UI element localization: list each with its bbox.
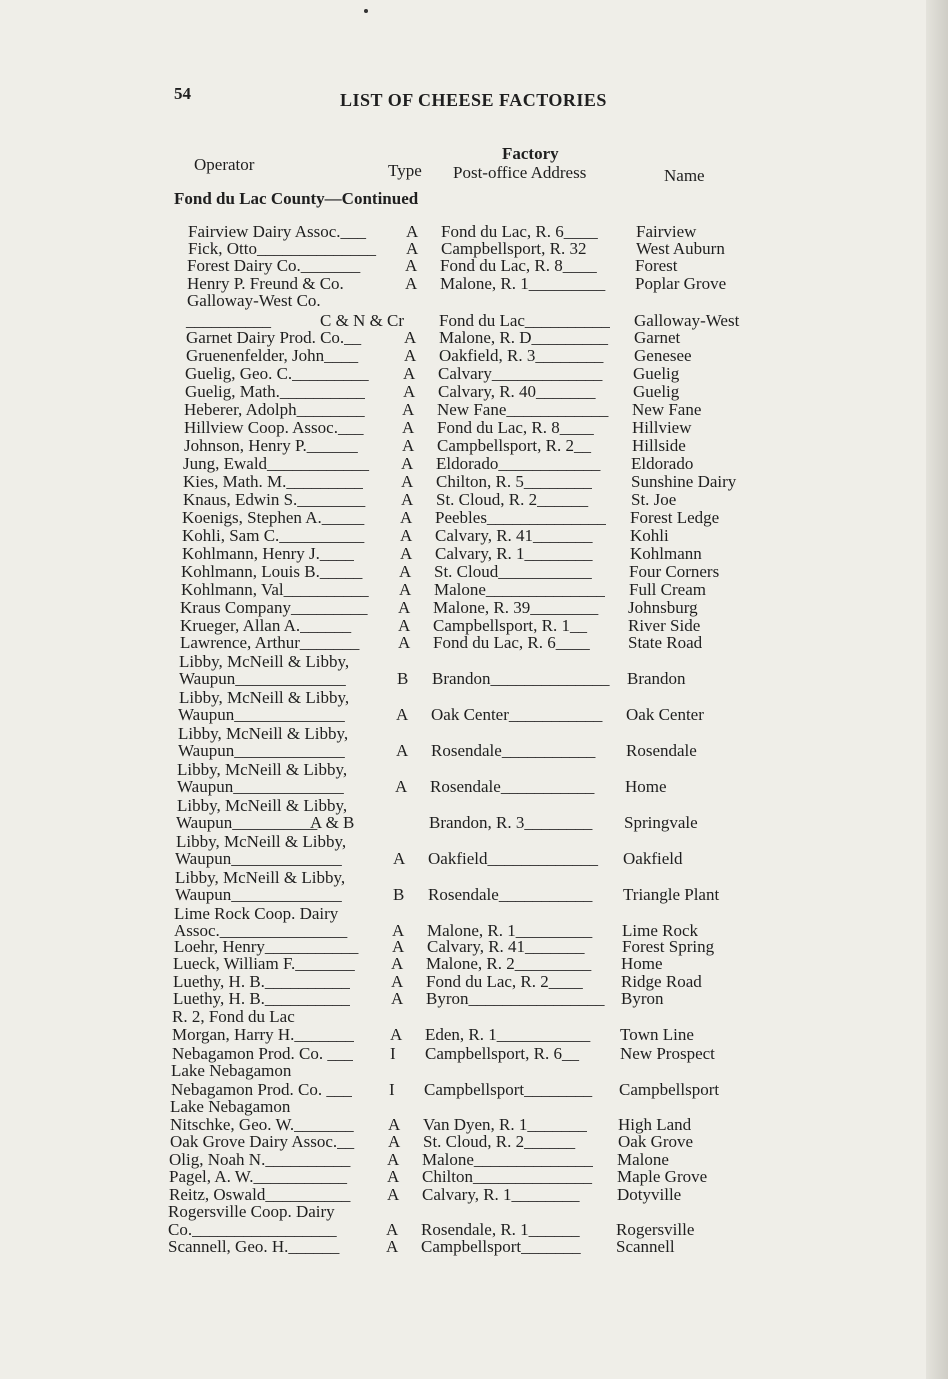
- operator-cell: Rogersville Coop. Dairy: [168, 1202, 335, 1221]
- factory-name-cell: Brandon: [627, 669, 686, 688]
- factory-name-cell: Galloway-West: [634, 311, 740, 330]
- address-cell: Malone______________: [422, 1150, 593, 1169]
- address-cell: Fond du Lac, R. 8____: [437, 418, 594, 437]
- address-cell: St. Cloud, R. 2______: [436, 490, 589, 509]
- type-cell: A: [398, 616, 411, 635]
- operator-cell: Forest Dairy Co._______: [187, 256, 361, 275]
- operator-cell: Krueger, Allan A.______: [180, 616, 352, 635]
- address-cell: Brandon______________: [432, 669, 610, 688]
- operator-cell: Libby, McNeill & Libby,: [177, 796, 348, 815]
- operator-cell: Libby, McNeill & Libby,: [179, 652, 350, 671]
- type-cell: A: [386, 1220, 399, 1239]
- factory-name-cell: Campbellsport: [619, 1080, 720, 1099]
- type-cell: A: [402, 400, 415, 419]
- operator-cell: Luethy, H. B.__________: [173, 989, 350, 1008]
- table-row: [0, 1132, 948, 1152]
- address-cell: Eldorado____________: [436, 454, 601, 473]
- address-cell: Malone______________: [434, 580, 605, 599]
- operator-cell: Lawrence, Arthur_______: [180, 633, 360, 652]
- table-row: [0, 580, 948, 600]
- table-row: [0, 490, 948, 510]
- operator-cell: Kohlmann, Louis B._____: [181, 562, 363, 581]
- operator-cell: Waupun_____________: [177, 777, 344, 796]
- type-cell: A: [401, 454, 414, 473]
- operator-cell: R. 2, Fond du Lac: [172, 1007, 295, 1026]
- section-heading: Fond du Lac County—Continued: [174, 189, 419, 208]
- factory-name-cell: Garnet: [634, 328, 681, 347]
- type-cell: A: [387, 1167, 400, 1186]
- operator-cell: Luethy, H. B.__________: [173, 972, 350, 991]
- factory-name-cell: Springvale: [624, 813, 698, 832]
- type-cell: A: [395, 777, 408, 796]
- factory-name-cell: Malone: [617, 1150, 669, 1169]
- operator-cell: Koenigs, Stephen A._____: [182, 508, 365, 527]
- operator-cell: Pagel, A. W.___________: [169, 1167, 348, 1186]
- address-cell: Eden, R. 1___________: [425, 1025, 591, 1044]
- factory-name-cell: Guelig: [633, 382, 680, 401]
- operator-cell: __________: [186, 311, 271, 330]
- table-row: [0, 454, 948, 474]
- type-cell: A: [406, 222, 419, 241]
- address-cell: Brandon, R. 3________: [429, 813, 593, 832]
- factory-name-cell: Four Corners: [629, 562, 720, 581]
- operator-cell: Heberer, Adolph________: [184, 400, 365, 419]
- table-row: [0, 885, 948, 905]
- table-row: [0, 400, 948, 420]
- table-row: [0, 669, 948, 689]
- operator-cell: Reitz, Oswald__________: [169, 1185, 351, 1204]
- type-cell: A: [392, 921, 405, 940]
- table-row: [0, 849, 948, 869]
- address-cell: Van Dyen, R. 1_______: [423, 1115, 587, 1134]
- address-cell: Fond du Lac, R. 6____: [441, 222, 598, 241]
- operator-cell: Kohlmann, Henry J.____: [182, 544, 354, 563]
- factory-name-cell: Lime Rock: [622, 921, 699, 940]
- operator-cell: Kraus Company_________: [180, 598, 368, 617]
- type-cell: B: [393, 885, 405, 904]
- address-cell: Chilton, R. 5________: [436, 472, 592, 491]
- address-cell: Calvary, R. 40_______: [438, 382, 596, 401]
- operator-cell: Lake Nebagamon: [170, 1097, 291, 1116]
- type-cell: A: [401, 490, 414, 509]
- factory-name-cell: Dotyville: [617, 1185, 682, 1204]
- table-row: [0, 954, 948, 974]
- type-cell: A: [403, 364, 416, 383]
- type-cell: A: [390, 1025, 403, 1044]
- operator-cell: Libby, McNeill & Libby,: [179, 688, 350, 707]
- address-cell: Oakfield_____________: [428, 849, 598, 868]
- factory-name-cell: Poplar Grove: [635, 274, 727, 293]
- factory-name-cell: Scannell: [616, 1237, 675, 1256]
- type-cell: A: [391, 972, 404, 991]
- factory-name-cell: Hillside: [632, 436, 686, 455]
- type-cell: A: [388, 1132, 401, 1151]
- operator-cell: Lime Rock Coop. Dairy: [174, 904, 339, 923]
- type-cell: A: [392, 937, 405, 956]
- table-row: [0, 508, 948, 528]
- type-cell: A: [400, 526, 413, 545]
- operator-cell: Libby, McNeill & Libby,: [176, 832, 347, 851]
- factory-name-cell: Oakfield: [623, 849, 683, 868]
- operator-cell: Lake Nebagamon: [171, 1061, 292, 1080]
- factory-name-cell: Johnsburg: [628, 598, 698, 617]
- table-row: [0, 989, 948, 1009]
- operator-cell: Waupun_____________: [178, 741, 345, 760]
- table-row: [0, 1097, 948, 1117]
- operator-cell: Kohli, Sam C.__________: [182, 526, 365, 545]
- table-row: [0, 813, 948, 833]
- factory-name-cell: Town Line: [620, 1025, 694, 1044]
- operator-cell: Nebagamon Prod. Co. ___: [171, 1080, 352, 1099]
- operator-cell: Waupun_____________: [179, 669, 346, 688]
- factory-name-cell: Kohlmann: [630, 544, 702, 563]
- table-row: [0, 472, 948, 492]
- address-cell: Rosendale___________: [430, 777, 595, 796]
- factory-name-cell: River Side: [628, 616, 701, 635]
- type-cell: A & B: [310, 813, 355, 832]
- address-cell: Calvary, R. 41_______: [435, 526, 593, 545]
- factory-name-cell: Full Cream: [629, 580, 706, 599]
- factory-name-cell: Home: [621, 954, 663, 973]
- operator-cell: Lueck, William F._______: [173, 954, 355, 973]
- factory-name-cell: Rosendale: [626, 741, 697, 760]
- factory-name-cell: Ridge Road: [621, 972, 702, 991]
- table-row: [0, 526, 948, 546]
- type-cell: A: [391, 989, 404, 1008]
- factory-name-cell: Forest Spring: [622, 937, 715, 956]
- operator-cell: Fick, Otto______________: [188, 239, 376, 258]
- type-cell: A: [391, 954, 404, 973]
- type-cell: I: [389, 1080, 395, 1099]
- address-cell: Campbellsport, R. 1__: [433, 616, 587, 635]
- table-row: [0, 382, 948, 402]
- factory-name-cell: Sunshine Dairy: [631, 472, 737, 491]
- header-name: Name: [664, 166, 705, 185]
- factory-name-cell: Triangle Plant: [623, 885, 720, 904]
- type-cell: A: [399, 580, 412, 599]
- address-cell: Calvary, R. 41_______: [427, 937, 585, 956]
- address-cell: Campbellsport, R. 2__: [437, 436, 591, 455]
- operator-cell: Guelig, Geo. C._________: [185, 364, 369, 383]
- address-cell: Fond du Lac, R. 8____: [440, 256, 597, 275]
- factory-name-cell: Oak Grove: [618, 1132, 694, 1151]
- operator-cell: Kohlmann, Val__________: [181, 580, 369, 599]
- factory-name-cell: Rogersville: [616, 1220, 695, 1239]
- factory-name-cell: St. Joe: [631, 490, 677, 509]
- factory-name-cell: Genesee: [634, 346, 692, 365]
- address-cell: Malone, R. D_________: [439, 328, 609, 347]
- address-cell: Campbellsport, R. 6__: [425, 1044, 579, 1063]
- table-row: [0, 544, 948, 564]
- factory-name-cell: High Land: [618, 1115, 692, 1134]
- type-cell: A: [387, 1185, 400, 1204]
- address-cell: Calvary, R. 1________: [435, 544, 593, 563]
- operator-cell: Gruenenfelder, John____: [186, 346, 359, 365]
- header-operator: Operator: [194, 155, 255, 174]
- table-row: [0, 1237, 948, 1257]
- address-cell: Byron________________: [426, 989, 605, 1008]
- factory-name-cell: West Auburn: [636, 239, 725, 258]
- table-row: [0, 1025, 948, 1045]
- type-cell: A: [403, 382, 416, 401]
- type-cell: A: [405, 274, 418, 293]
- factory-name-cell: Hillview: [632, 418, 692, 437]
- address-cell: Rosendale___________: [428, 885, 593, 904]
- type-cell: A: [404, 328, 417, 347]
- table-row: [0, 256, 948, 276]
- address-cell: St. Cloud___________: [434, 562, 592, 581]
- type-cell: A: [386, 1237, 399, 1256]
- type-cell: A: [396, 705, 409, 724]
- table-row: [0, 436, 948, 456]
- operator-cell: Nebagamon Prod. Co. ___: [172, 1044, 353, 1063]
- address-cell: Calvary, R. 1________: [422, 1185, 580, 1204]
- type-cell: A: [400, 508, 413, 527]
- address-cell: Campbellsport________: [424, 1080, 593, 1099]
- factory-name-cell: Eldorado: [631, 454, 694, 473]
- address-cell: St. Cloud, R. 2______: [423, 1132, 576, 1151]
- table-row: [0, 328, 948, 348]
- table-row: [0, 562, 948, 582]
- type-cell: A: [387, 1150, 400, 1169]
- table-row: [0, 633, 948, 653]
- table-row: [0, 364, 948, 384]
- address-cell: Campbellsport_______: [421, 1237, 581, 1256]
- address-cell: Fond du Lac__________: [439, 311, 610, 330]
- operator-cell: Morgan, Harry H._______: [172, 1025, 354, 1044]
- address-cell: Malone, R. 1_________: [427, 921, 593, 940]
- operator-cell: Nitschke, Geo. W._______: [170, 1115, 354, 1134]
- type-cell: B: [397, 669, 409, 688]
- operator-cell: Libby, McNeill & Libby,: [175, 868, 346, 887]
- factory-name-cell: Forest: [635, 256, 678, 275]
- operator-cell: Knaus, Edwin S.________: [183, 490, 366, 509]
- factory-name-cell: Oak Center: [626, 705, 704, 724]
- operator-cell: Scannell, Geo. H.______: [168, 1237, 340, 1256]
- type-cell: A: [400, 544, 413, 563]
- operator-cell: Waupun_____________: [178, 705, 345, 724]
- address-cell: Oakfield, R. 3________: [439, 346, 604, 365]
- type-cell: A: [398, 633, 411, 652]
- table-row: [0, 1061, 948, 1081]
- factory-name-cell: Kohli: [630, 526, 669, 545]
- table-row: [0, 291, 948, 311]
- type-cell: I: [390, 1044, 396, 1063]
- operator-cell: Henry P. Freund & Co.: [187, 274, 344, 293]
- factory-name-cell: New Fane: [632, 400, 702, 419]
- operator-cell: Kies, Math. M._________: [183, 472, 363, 491]
- type-cell: A: [405, 256, 418, 275]
- operator-cell: Waupun_____________: [175, 849, 342, 868]
- address-cell: Rosendale___________: [431, 741, 596, 760]
- address-cell: Calvary_____________: [438, 364, 603, 383]
- operator-cell: Johnson, Henry P.______: [184, 436, 358, 455]
- type-cell: A: [398, 598, 411, 617]
- table-row: [0, 418, 948, 438]
- header-address: Post-office Address: [453, 163, 587, 182]
- table-row: [0, 1202, 948, 1222]
- type-cell: A: [402, 436, 415, 455]
- table-row: [0, 1007, 948, 1027]
- address-cell: Malone, R. 1_________: [440, 274, 606, 293]
- table-row: [0, 1167, 948, 1187]
- operator-cell: Libby, McNeill & Libby,: [178, 724, 349, 743]
- address-cell: Peebles______________: [435, 508, 606, 527]
- header-type: Type: [388, 161, 422, 180]
- factory-name-cell: Home: [625, 777, 667, 796]
- address-cell: Malone, R. 39________: [433, 598, 599, 617]
- type-cell: A: [396, 741, 409, 760]
- operator-cell: Assoc._______________: [174, 921, 348, 940]
- operator-cell: Waupun_____________: [175, 885, 342, 904]
- operator-cell: Libby, McNeill & Libby,: [177, 760, 348, 779]
- factory-name-cell: State Road: [628, 633, 703, 652]
- address-cell: Campbellsport, R. 32: [441, 239, 587, 258]
- table-row: [0, 598, 948, 618]
- type-cell: A: [404, 346, 417, 365]
- page-title: LIST OF CHEESE FACTORIES: [340, 90, 607, 110]
- operator-cell: Garnet Dairy Prod. Co.__: [186, 328, 362, 347]
- type-cell: A: [406, 239, 419, 258]
- address-cell: New Fane____________: [437, 400, 609, 419]
- operator-cell: Guelig, Math.__________: [185, 382, 365, 401]
- table-row: [0, 705, 948, 725]
- address-cell: Chilton______________: [422, 1167, 593, 1186]
- type-cell: A: [388, 1115, 401, 1134]
- operator-cell: Oak Grove Dairy Assoc.__: [170, 1132, 355, 1151]
- factory-name-cell: Guelig: [633, 364, 680, 383]
- operator-cell: Waupun__________: [176, 813, 318, 832]
- operator-cell: Hillview Coop. Assoc.___: [184, 418, 364, 437]
- address-cell: Rosendale, R. 1______: [421, 1220, 580, 1239]
- page-number: 54: [174, 84, 191, 103]
- address-cell: Fond du Lac, R. 6____: [433, 633, 590, 652]
- table-row: [0, 777, 948, 797]
- type-cell: A: [402, 418, 415, 437]
- table-row: [0, 741, 948, 761]
- factory-name-cell: Maple Grove: [617, 1167, 708, 1186]
- operator-cell: Fairview Dairy Assoc.___: [188, 222, 367, 241]
- factory-name-cell: Fairview: [636, 222, 697, 241]
- type-cell: A: [393, 849, 406, 868]
- header-factory: Factory: [502, 144, 559, 163]
- factory-name-cell: New Prospect: [620, 1044, 715, 1063]
- operator-cell: Loehr, Henry___________: [174, 937, 359, 956]
- address-cell: Oak Center___________: [431, 705, 603, 724]
- address-cell: Fond du Lac, R. 2____: [426, 972, 583, 991]
- operator-cell: Jung, Ewald____________: [183, 454, 370, 473]
- factory-name-cell: Byron: [621, 989, 664, 1008]
- operator-cell: Co._________________: [168, 1220, 337, 1239]
- operator-cell: Galloway-West Co.: [187, 291, 321, 310]
- table-row: [0, 346, 948, 366]
- type-cell: A: [401, 472, 414, 491]
- operator-cell: Olig, Noah N.__________: [169, 1150, 351, 1169]
- address-cell: Malone, R. 2_________: [426, 954, 592, 973]
- type-cell: A: [399, 562, 412, 581]
- factory-name-cell: Forest Ledge: [630, 508, 720, 527]
- type-cell: C & N & Cr: [320, 311, 405, 330]
